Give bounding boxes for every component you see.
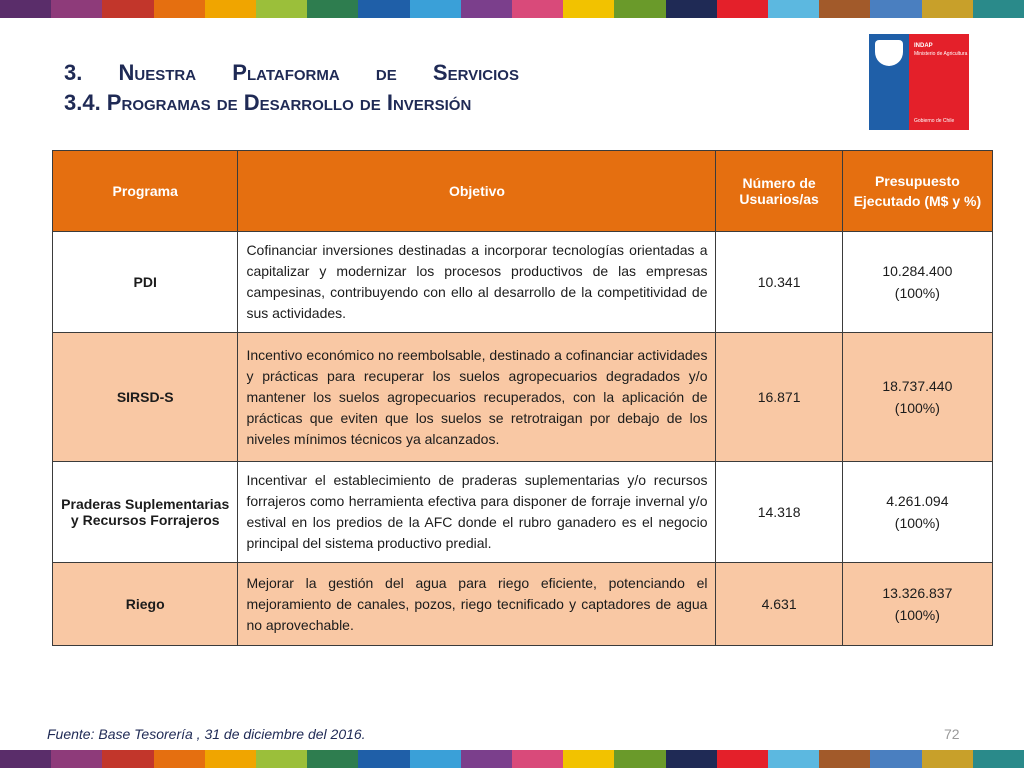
title-word-nuestra: Nuestra: [118, 60, 197, 85]
cell-usuarios: 4.631: [716, 563, 842, 646]
cell-presupuesto: [842, 333, 992, 462]
header-presupuesto: Presupuesto Ejecutado (M$ y %): [842, 151, 992, 232]
table-header-row: [53, 151, 993, 232]
budget-percent: (100%): [894, 285, 940, 301]
budget-amount: 4.261.094: [886, 493, 949, 509]
title-word-de: de: [375, 60, 397, 85]
budget-percent: (100%): [894, 515, 940, 531]
logo-institution: INDAP: [914, 43, 933, 49]
slide-title: [64, 58, 519, 118]
title-word-plataforma: Plataforma: [232, 60, 340, 85]
cell-objetivo: Incentivo económico no reembolsable, destinado a cofinanciar actividades y prácticas para recuperar los suelos agropecuarios degradados y/o mantener los suelos agropecuarios recuperados, con la aplicación de prácticas que eviten que los suelos se retrotraigan por debajo de los niveles mínimos técnicos ya alcanzados.: [238, 333, 716, 462]
cell-objetivo: Mejorar la gestión del agua para riego eficiente, potenciando el mejoramiento de canales, pozos, riego tecnificado y captadores de agua no aprovechable.: [238, 563, 716, 646]
cell-programa: PDI: [53, 232, 238, 333]
cell-presupuesto: [842, 563, 992, 646]
indap-logo: [869, 34, 969, 130]
table-row: [53, 563, 993, 646]
table-row: [53, 333, 993, 462]
budget-amount: 13.326.837: [882, 585, 953, 601]
logo-ministry: Ministerio de Agricultura: [914, 51, 968, 57]
cell-usuarios: 14.318: [716, 462, 842, 563]
cell-objetivo: Incentivar el establecimiento de praderas suplementarias y/o recursos forrajeros como herramienta efectiva para disponer de forraje invernal y/o estival en los predios de la AFC donde el rubro ganadero es el negocio principal del sistema productivo predial.: [238, 462, 716, 563]
title-line-2: 3.4. Programas de Desarrollo de Inversión: [64, 90, 472, 115]
logo-government: Gobierno de Chile: [914, 118, 955, 124]
cell-programa: SIRSD-S: [53, 333, 238, 462]
logo-red-panel: [909, 34, 969, 130]
cell-objetivo: Cofinanciar inversiones destinadas a incorporar tecnologías orientadas a capitalizar y modernizar los procesos productivos de las empresas campesinas, contribuyendo con ello al desarrollo de la competitividad de sus actividades.: [238, 232, 716, 333]
cell-usuarios: 16.871: [716, 333, 842, 462]
cell-usuarios: 10.341: [716, 232, 842, 333]
cell-presupuesto: [842, 232, 992, 333]
budget-amount: 18.737.440: [882, 378, 953, 394]
page-number: 72: [944, 726, 960, 742]
header-objetivo: Objetivo: [238, 151, 716, 232]
budget-percent: (100%): [894, 607, 940, 623]
source-note: Fuente: Base Tesorería , 31 de diciembre del 2016.: [47, 726, 366, 742]
cell-programa: Riego: [53, 563, 238, 646]
cell-presupuesto: [842, 462, 992, 563]
title-line-1: [64, 58, 519, 88]
header-programa: Programa: [53, 151, 238, 232]
title-word-servicios: Servicios: [432, 60, 519, 85]
header-usuarios: Número de Usuarios/as: [716, 151, 842, 232]
top-color-stripe: [0, 0, 1024, 18]
cell-programa: Praderas Suplementarias y Recursos Forrajeros: [53, 462, 238, 563]
coat-of-arms-icon: [875, 40, 903, 66]
budget-amount: 10.284.400: [882, 263, 953, 279]
programs-table: [52, 150, 993, 646]
logo-blue-panel: [869, 34, 909, 130]
table-row: [53, 232, 993, 333]
title-number: 3.: [64, 60, 83, 85]
table-row: [53, 462, 993, 563]
budget-percent: (100%): [894, 400, 940, 416]
bottom-color-stripe: [0, 750, 1024, 768]
